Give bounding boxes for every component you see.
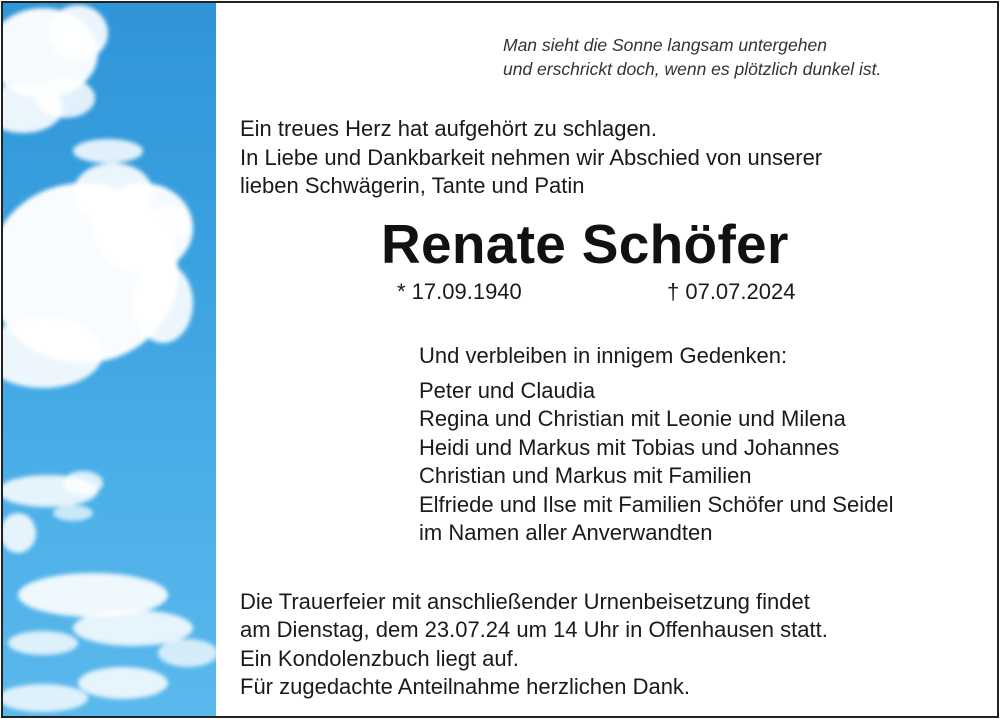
motto-quote [503,33,963,81]
deceased-name: Renate Schöfer [381,213,789,275]
remembrance-heading: Und verbleiben in innigem Gedenken: [419,343,788,368]
intro-line-3: lieben Schwägerin, Tante und Patin [240,173,585,198]
motto-line-2: und erschrickt doch, wenn es plötzlich dunkel ist. [503,59,882,79]
motto-line-1: Man sieht die Sonne langsam untergehen [503,35,827,55]
birth-date: * 17.09.1940 [397,279,522,304]
mourner-line: Christian und Markus mit Familien [419,463,752,489]
mourner-line: Heidi und Markus mit Tobias und Johannes [419,434,840,460]
closing-line: Für zugedachte Anteilnahme herzlichen Dank. [240,674,691,700]
funeral-information [240,588,828,702]
mourner-line: Regina und Christian mit Leonie und Milena [419,406,846,432]
sky-clouds-image [3,3,216,716]
mourner-line: Elfriede und Ilse mit Familien Schöfer und Seidel [419,491,894,517]
mourner-line: Peter und Claudia [419,378,596,403]
intro-text [240,115,980,201]
mourners-list [419,377,893,547]
intro-line-2: In Liebe und Dankbarkeit nehmen wir Abschied von unserer [240,144,823,170]
obituary-notice [1,1,999,718]
closing-line: am Dienstag, dem 23.07.24 um 14 Uhr in Offenhausen statt. [240,617,828,643]
death-date: † 07.07.2024 [667,279,796,304]
clouds-illustration [3,3,216,716]
intro-line-1: Ein treues Herz hat aufgehört zu schlagen. [240,116,658,141]
closing-line: Die Trauerfeier mit anschließender Urnenbeisetzung findet [240,589,810,614]
closing-line: Ein Kondolenzbuch liegt auf. [240,645,519,671]
mourner-line: im Namen aller Anverwandten [419,520,713,546]
